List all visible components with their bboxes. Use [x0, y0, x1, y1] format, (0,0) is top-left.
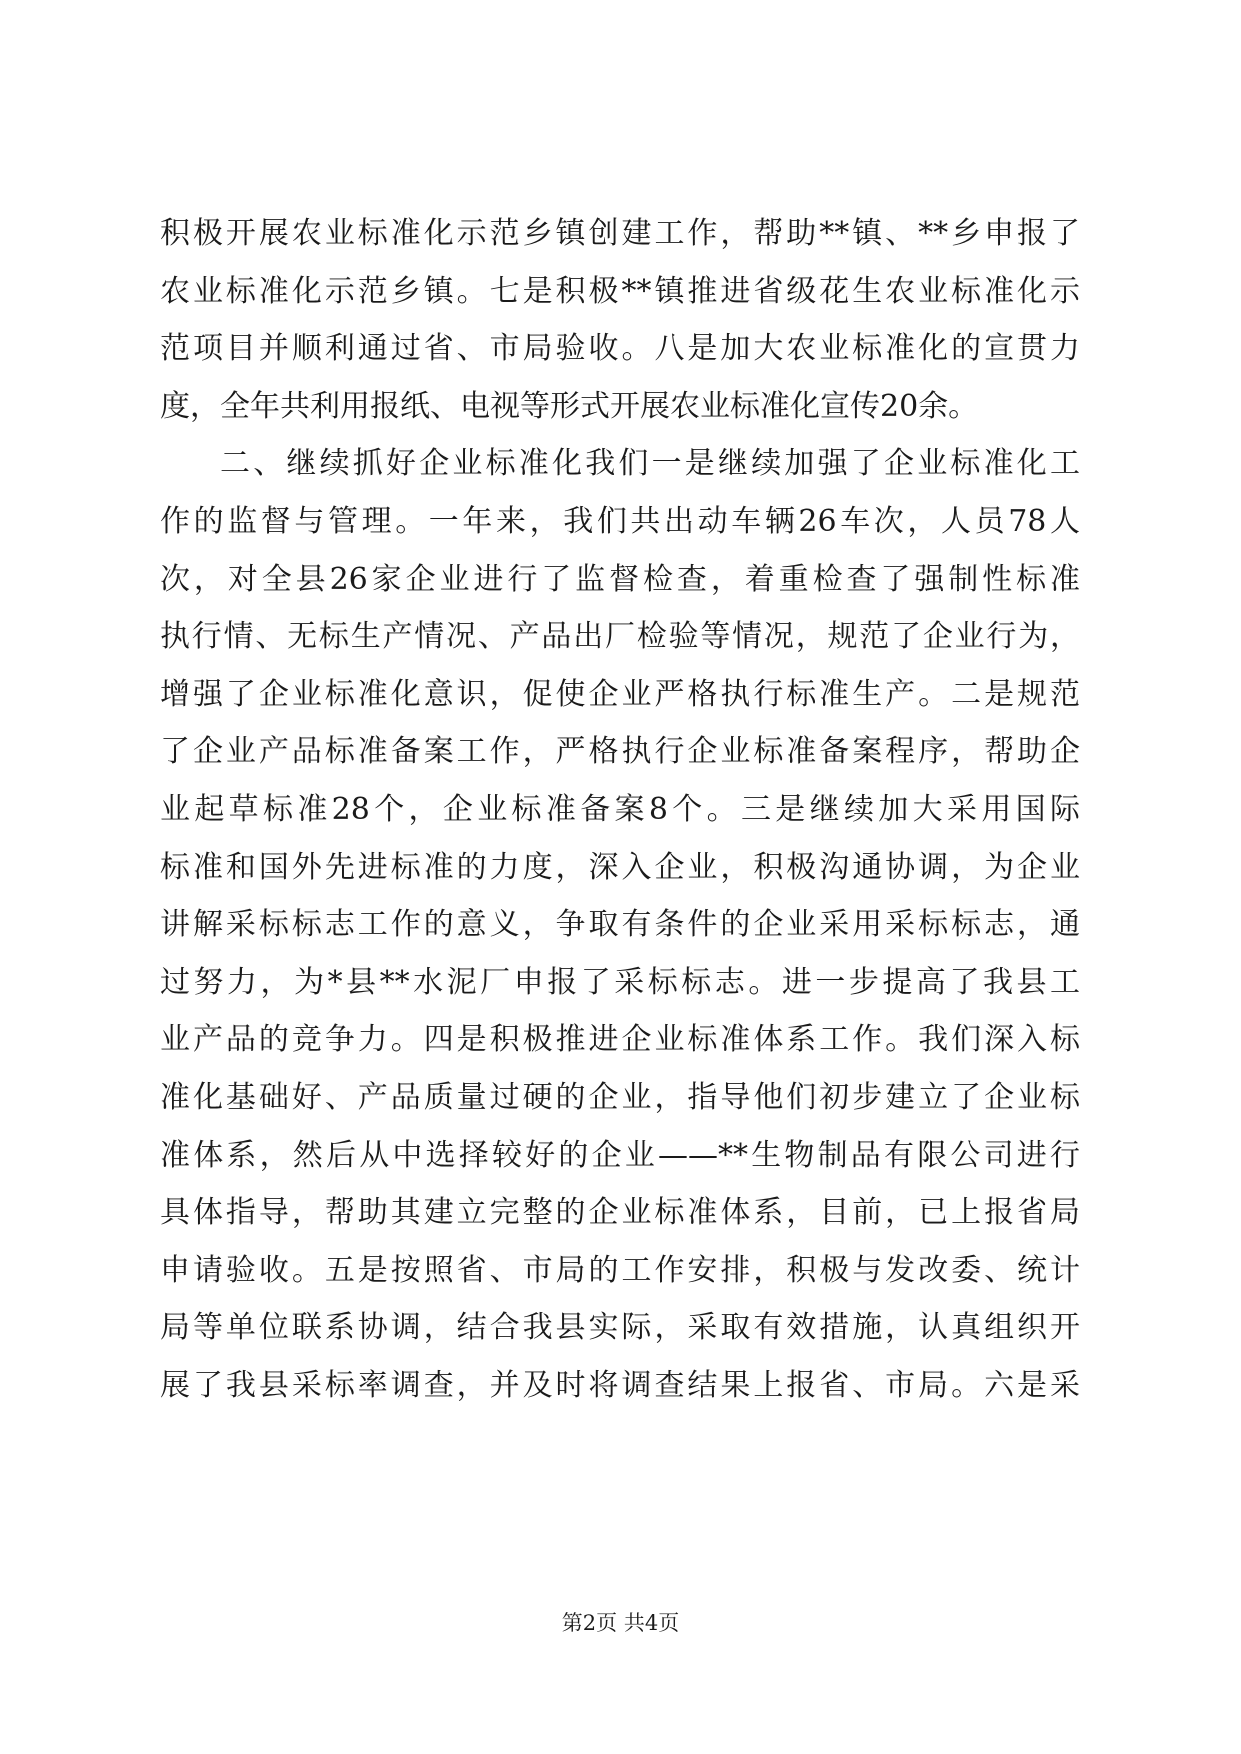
text-line: 准体系，然后从中选择较好的企业——**生物制品有限公司进行	[160, 1137, 1080, 1173]
text-line: 申请验收。五是按照省、市局的工作安排，积极与发改委、统计	[160, 1252, 1080, 1288]
text-line: 农业标准化示范乡镇。七是积极**镇推进省级花生农业标准化示	[160, 273, 1080, 309]
text-line: 度，全年共利用报纸、电视等形式开展农业标准化宣传20余。	[160, 388, 979, 424]
section-heading-line: 二、继续抓好企业标准化我们一是继续加强了企业标准化工	[220, 446, 1080, 482]
text-line: 业产品的竞争力。四是积极推进企业标准体系工作。我们深入标	[160, 1022, 1080, 1058]
text-line: 展了我县采标率调查，并及时将调查结果上报省、市局。六是采	[160, 1367, 1080, 1403]
text-line: 业起草标准28个，企业标准备案8个。三是继续加大采用国际	[160, 791, 1080, 827]
page-footer	[0, 1608, 1241, 1638]
text-line: 作的监督与管理。一年来，我们共出动车辆26车次，人员78人	[160, 503, 1080, 539]
document-body	[160, 205, 1080, 1414]
text-line: 次，对全县26家企业进行了监督检查，着重检查了强制性标准	[160, 561, 1080, 597]
text-line: 标准和国外先进标准的力度，深入企业，积极沟通协调，为企业	[160, 849, 1080, 885]
page-number-label: 第2页 共4页	[561, 1611, 680, 1635]
text-line: 准化基础好、产品质量过硬的企业，指导他们初步建立了企业标	[160, 1079, 1080, 1115]
text-line: 过努力，为*县**水泥厂申报了采标标志。进一步提高了我县工	[160, 964, 1080, 1000]
text-line: 讲解采标标志工作的意义，争取有条件的企业采用采标标志，通	[160, 907, 1080, 943]
text-line: 局等单位联系协调，结合我县实际，采取有效措施，认真组织开	[160, 1310, 1080, 1346]
text-line: 具体指导，帮助其建立完整的企业标准体系，目前，已上报省局	[160, 1195, 1080, 1231]
text-line: 执行情、无标生产情况、产品出厂检验等情况，规范了企业行为，	[160, 619, 1080, 655]
text-line: 增强了企业标准化意识，促使企业严格执行标准生产。二是规范	[160, 676, 1080, 712]
text-line: 了企业产品标准备案工作，严格执行企业标准备案程序，帮助企	[160, 734, 1080, 770]
text-line: 范项目并顺利通过省、市局验收。八是加大农业标准化的宣贯力	[160, 331, 1080, 367]
text-line: 积极开展农业标准化示范乡镇创建工作，帮助**镇、**乡申报了	[160, 216, 1080, 251]
